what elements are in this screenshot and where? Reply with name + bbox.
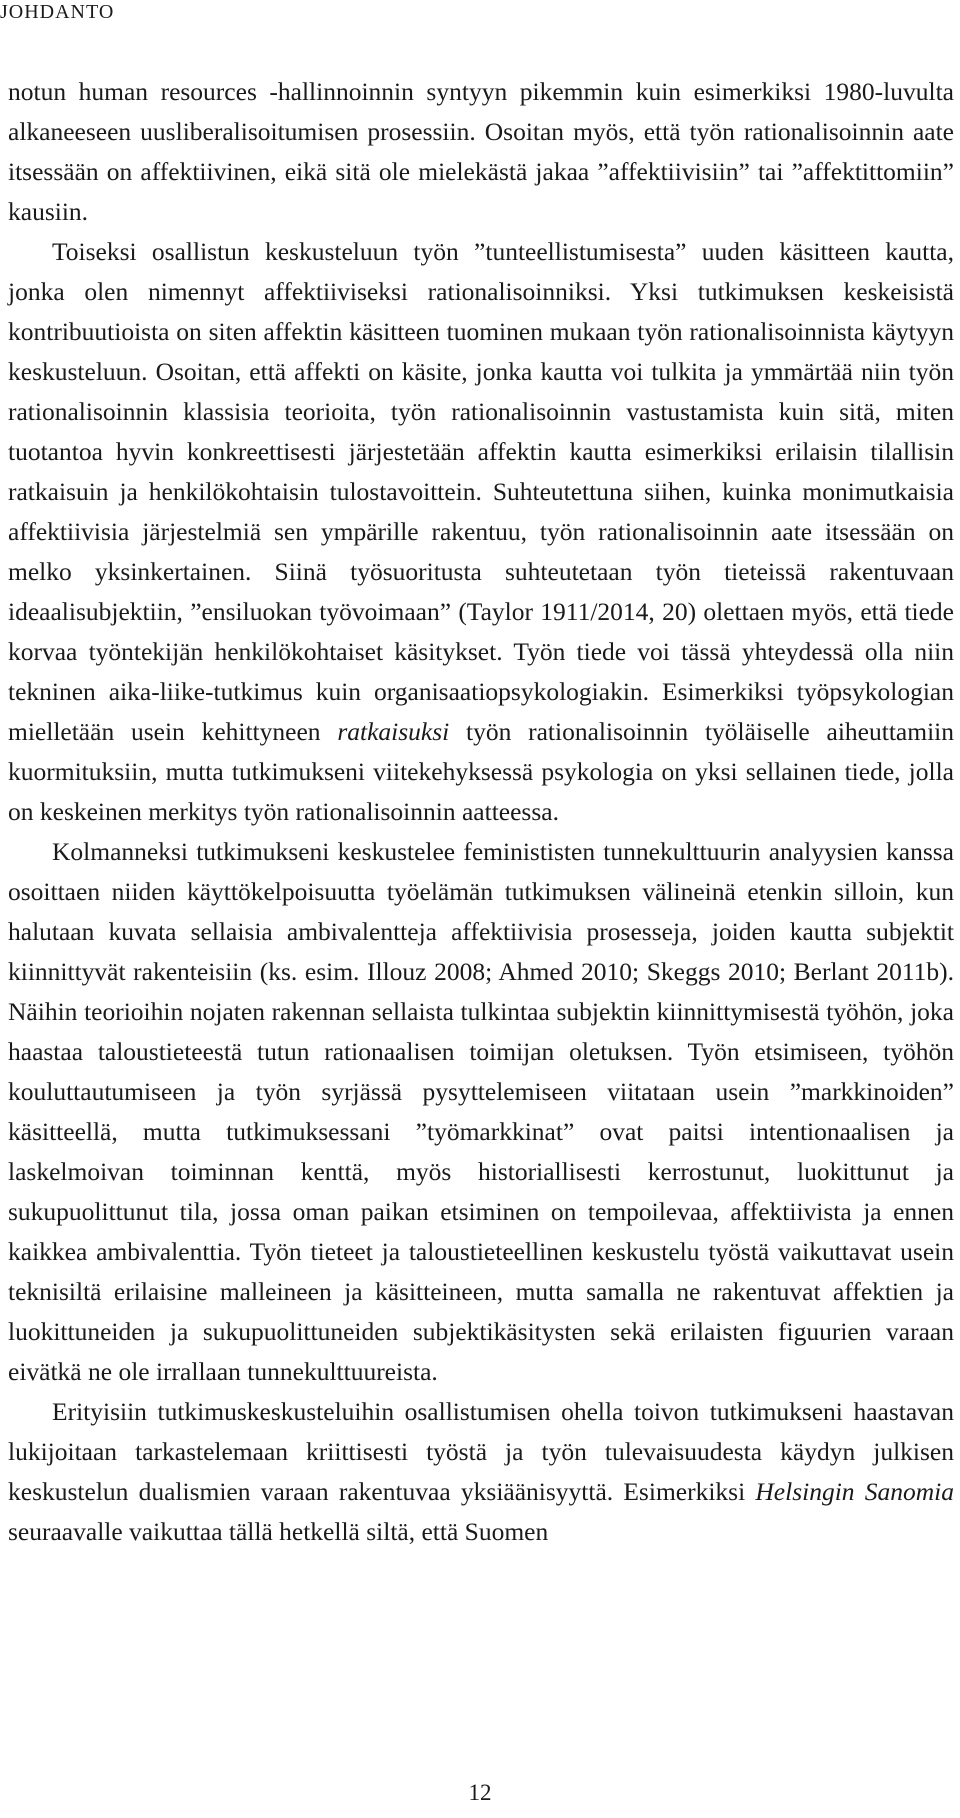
running-head: JOHDANTO [0,1,115,23]
paragraph-4-publication-title: Helsingin Sanomia [755,1477,955,1506]
paragraph-3 [8,832,954,1392]
paragraph-2-text: Toiseksi osallistun keskusteluun työn ”tunteellistumisesta” uuden käsitteen kautta, jonka olen nimennyt affektiiviseksi rationalisoinniksi. Yksi tutkimuksen keskeisistä kontribuutioista on siten affektin käsitteen tuominen mukaan työn rationalisoinnista käytyyn keskusteluun. Osoitan, että affekti on käsite, jonka kautta voi tulkita ja ymmärtää niin työn rationalisoinnin klassisia teorioita, työn rationalisoinnin vastustamista kuin sitä, miten tuotantoa hyvin konkreettisesti järjestetään affektin kautta esimerkiksi erilaisin tilallisin ratkaisuin ja henkilökohtaisin tulostavoittein. Suhteutettuna siihen, kuinka monimutkaisia affektiivisia järjestelmiä sen ympärille rakentuu, työn rationalisoinnin aate itsessään on melko yksinkertainen. Siinä työsuoritusta suhteutetaan työn tieteissä rakentuvaan ideaalisubjektiin, ”ensiluokan työvoimaan” (Taylor 1911/2014, 20) olettaen myös, että tiede korvaa työntekijän henkilökohtaiset käsitykset. Työn tiede voi tässä yhteydessä olla niin tekninen aika-liike-tutkimus kuin organisaatiopsykologiakin. Esimerkiksi työpsykologian mielletään usein kehittyneen [8,237,954,746]
paragraph-4-text-end: seuraavalle vaikuttaa tällä hetkellä siltä, että Suomen [8,1517,549,1546]
paragraph-1-text: notun human resources -hallinnoinnin syntyyn pikemmin kuin esimerkiksi 1980-luvulta alkaneeseen uusliberalisoitumisen prosessiin. Osoitan myös, että työn rationalisoinnin aate itsessään on affektiivinen, eikä sitä ole mielekästä jakaa ”affektiivisiin” tai ”affektittomiin” kausiin. [8,77,954,226]
paragraph-4 [8,1392,954,1552]
paragraph-2 [8,232,954,832]
paragraph-2-emphasis: ratkaisuksi [337,717,450,746]
paragraph-4-text: Erityisiin tutkimuskeskusteluihin osallistumisen ohella toivon tutkimukseni haastavan lukijoitaan tarkastelemaan kriittisesti työstä ja työn tulevaisuudesta käydyn julkisen keskustelun dualismien varaan rakentuvaa yksiäänisyyttä. Esimerkiksi [8,1397,954,1506]
paragraph-3-text: Kolmanneksi tutkimukseni keskustelee feminististen tunnekulttuurin analyysien kanssa osoittaen niiden käyttökelpoisuutta työelämän tutkimuksen välineinä etenkin silloin, kun halutaan kuvata sellaisia ambivalentteja affektiivisia prosesseja, joiden kautta subjektit kiinnittyvät rakenteisiin (ks. esim. Illouz 2008; Ahmed 2010; Skeggs 2010; Berlant 2011b). Näihin teorioihin nojaten rakennan sellaista tulkintaa subjektin kiinnittymisestä työhön, joka haastaa taloustieteestä tutun rationaalisen toimijan oletuksen. Työn etsimiseen, työhön kouluttautumiseen ja työn syrjässä pysyttelemiseen viitataan usein ”markkinoiden” käsitteellä, mutta tutkimuksessani ”työmarkkinat” ovat paitsi intentionaalisen ja laskelmoivan toiminnan kenttä, myös historiallisesti kerrostunut, luokittunut ja sukupuolittunut tila, jossa oman paikan etsiminen on tempoilevaa, affektiivista ja ennen kaikkea ambivalenttia. Työn tieteet ja taloustieteellinen keskustelu työstä vaikuttavat usein teknisiltä erilaisine malleineen ja käsitteineen, mutta samalla ne rakentuvat affektien ja luokittuneiden ja sukupuolittuneiden subjektikäsitysten sekä erilaisten figuurien varaan eivätkä ne ole irrallaan tunnekulttuureista. [8,837,954,1386]
paragraph-2-text-end: työn rationalisoinnin työläiselle aiheuttamiin kuormituksiin, mutta tutkimukseni viitekehyksessä psykologia on yksi sellainen tiede, jolla on keskeinen merkitys työn rationalisoinnin aatteessa. [8,717,954,826]
page-number: 12 [468,1780,492,1805]
body-text [8,72,954,1552]
paragraph-1 [8,72,954,232]
